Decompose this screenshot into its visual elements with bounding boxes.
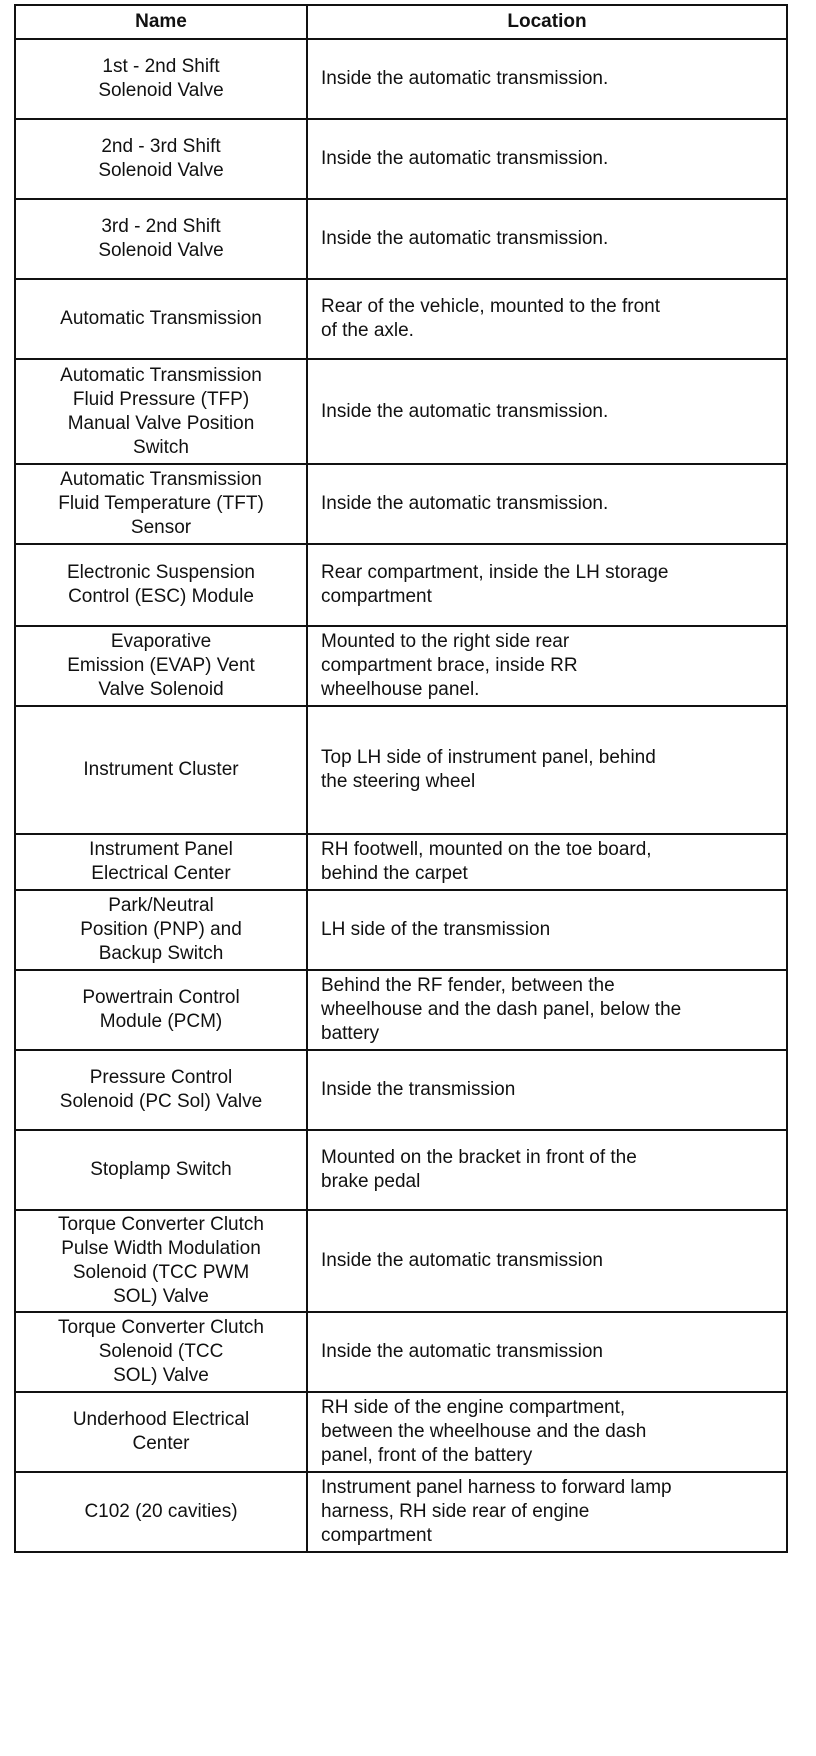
component-name-cell: Pressure Control Solenoid (PC Sol) Valve — [15, 1050, 307, 1130]
component-location-cell: Top LH side of instrument panel, behind the steering wheel — [307, 706, 787, 834]
component-location-cell: LH side of the transmission — [307, 890, 787, 970]
table-body — [15, 39, 787, 1552]
table-row — [15, 1130, 787, 1210]
table-row — [15, 279, 787, 359]
table-row — [15, 1210, 787, 1312]
component-name-cell: Electronic Suspension Control (ESC) Module — [15, 544, 307, 626]
component-name-cell: Underhood Electrical Center — [15, 1392, 307, 1472]
table-row — [15, 1312, 787, 1392]
component-location-cell: Behind the RF fender, between the wheelhouse and the dash panel, below the battery — [307, 970, 787, 1050]
component-location-cell: Inside the transmission — [307, 1050, 787, 1130]
table-row — [15, 544, 787, 626]
table-row — [15, 890, 787, 970]
component-location-cell: Inside the automatic transmission. — [307, 119, 787, 199]
component-location-cell: Inside the automatic transmission. — [307, 39, 787, 119]
header-row — [15, 5, 787, 39]
table-row — [15, 970, 787, 1050]
component-name-cell: Park/Neutral Position (PNP) and Backup Switch — [15, 890, 307, 970]
table-row — [15, 1050, 787, 1130]
table-row — [15, 834, 787, 890]
component-name-cell: Automatic Transmission — [15, 279, 307, 359]
component-name-cell: Evaporative Emission (EVAP) Vent Valve Solenoid — [15, 626, 307, 706]
component-name-cell: Automatic Transmission Fluid Temperature (TFT) Sensor — [15, 464, 307, 544]
component-location-cell: Rear compartment, inside the LH storage compartment — [307, 544, 787, 626]
name-column-header: Name — [15, 5, 307, 39]
component-name-cell: 3rd - 2nd Shift Solenoid Valve — [15, 199, 307, 279]
component-location-cell: Instrument panel harness to forward lamp harness, RH side rear of engine compartment — [307, 1472, 787, 1552]
component-location-cell: Rear of the vehicle, mounted to the front of the axle. — [307, 279, 787, 359]
component-location-cell: Inside the automatic transmission — [307, 1210, 787, 1312]
table-row — [15, 464, 787, 544]
table-row — [15, 706, 787, 834]
component-name-cell: Automatic Transmission Fluid Pressure (TFP) Manual Valve Position Switch — [15, 359, 307, 464]
table-row — [15, 1472, 787, 1552]
component-name-cell: 2nd - 3rd Shift Solenoid Valve — [15, 119, 307, 199]
component-location-cell: Inside the automatic transmission. — [307, 464, 787, 544]
component-name-cell: Instrument Cluster — [15, 706, 307, 834]
component-name-cell: Powertrain Control Module (PCM) — [15, 970, 307, 1050]
component-name-cell: Stoplamp Switch — [15, 1130, 307, 1210]
component-location-cell: Mounted on the bracket in front of the brake pedal — [307, 1130, 787, 1210]
table-row — [15, 199, 787, 279]
component-location-cell: RH side of the engine compartment, between the wheelhouse and the dash panel, front of the battery — [307, 1392, 787, 1472]
component-location-cell: Inside the automatic transmission — [307, 1312, 787, 1392]
component-name-cell: Torque Converter Clutch Pulse Width Modulation Solenoid (TCC PWM SOL) Valve — [15, 1210, 307, 1312]
component-location-cell: Inside the automatic transmission. — [307, 199, 787, 279]
table-row — [15, 359, 787, 464]
component-name-cell: Instrument Panel Electrical Center — [15, 834, 307, 890]
table-row — [15, 1392, 787, 1472]
component-location-cell: RH footwell, mounted on the toe board, behind the carpet — [307, 834, 787, 890]
location-column-header: Location — [307, 5, 787, 39]
component-location-cell: Inside the automatic transmission. — [307, 359, 787, 464]
component-location-table — [14, 4, 788, 1553]
component-name-cell: C102 (20 cavities) — [15, 1472, 307, 1552]
component-location-cell: Mounted to the right side rear compartment brace, inside RR wheelhouse panel. — [307, 626, 787, 706]
component-name-cell: Torque Converter Clutch Solenoid (TCC SOL) Valve — [15, 1312, 307, 1392]
component-location-table-wrapper — [14, 4, 788, 1553]
table-row — [15, 119, 787, 199]
component-name-cell: 1st - 2nd Shift Solenoid Valve — [15, 39, 307, 119]
table-row — [15, 626, 787, 706]
table-row — [15, 39, 787, 119]
